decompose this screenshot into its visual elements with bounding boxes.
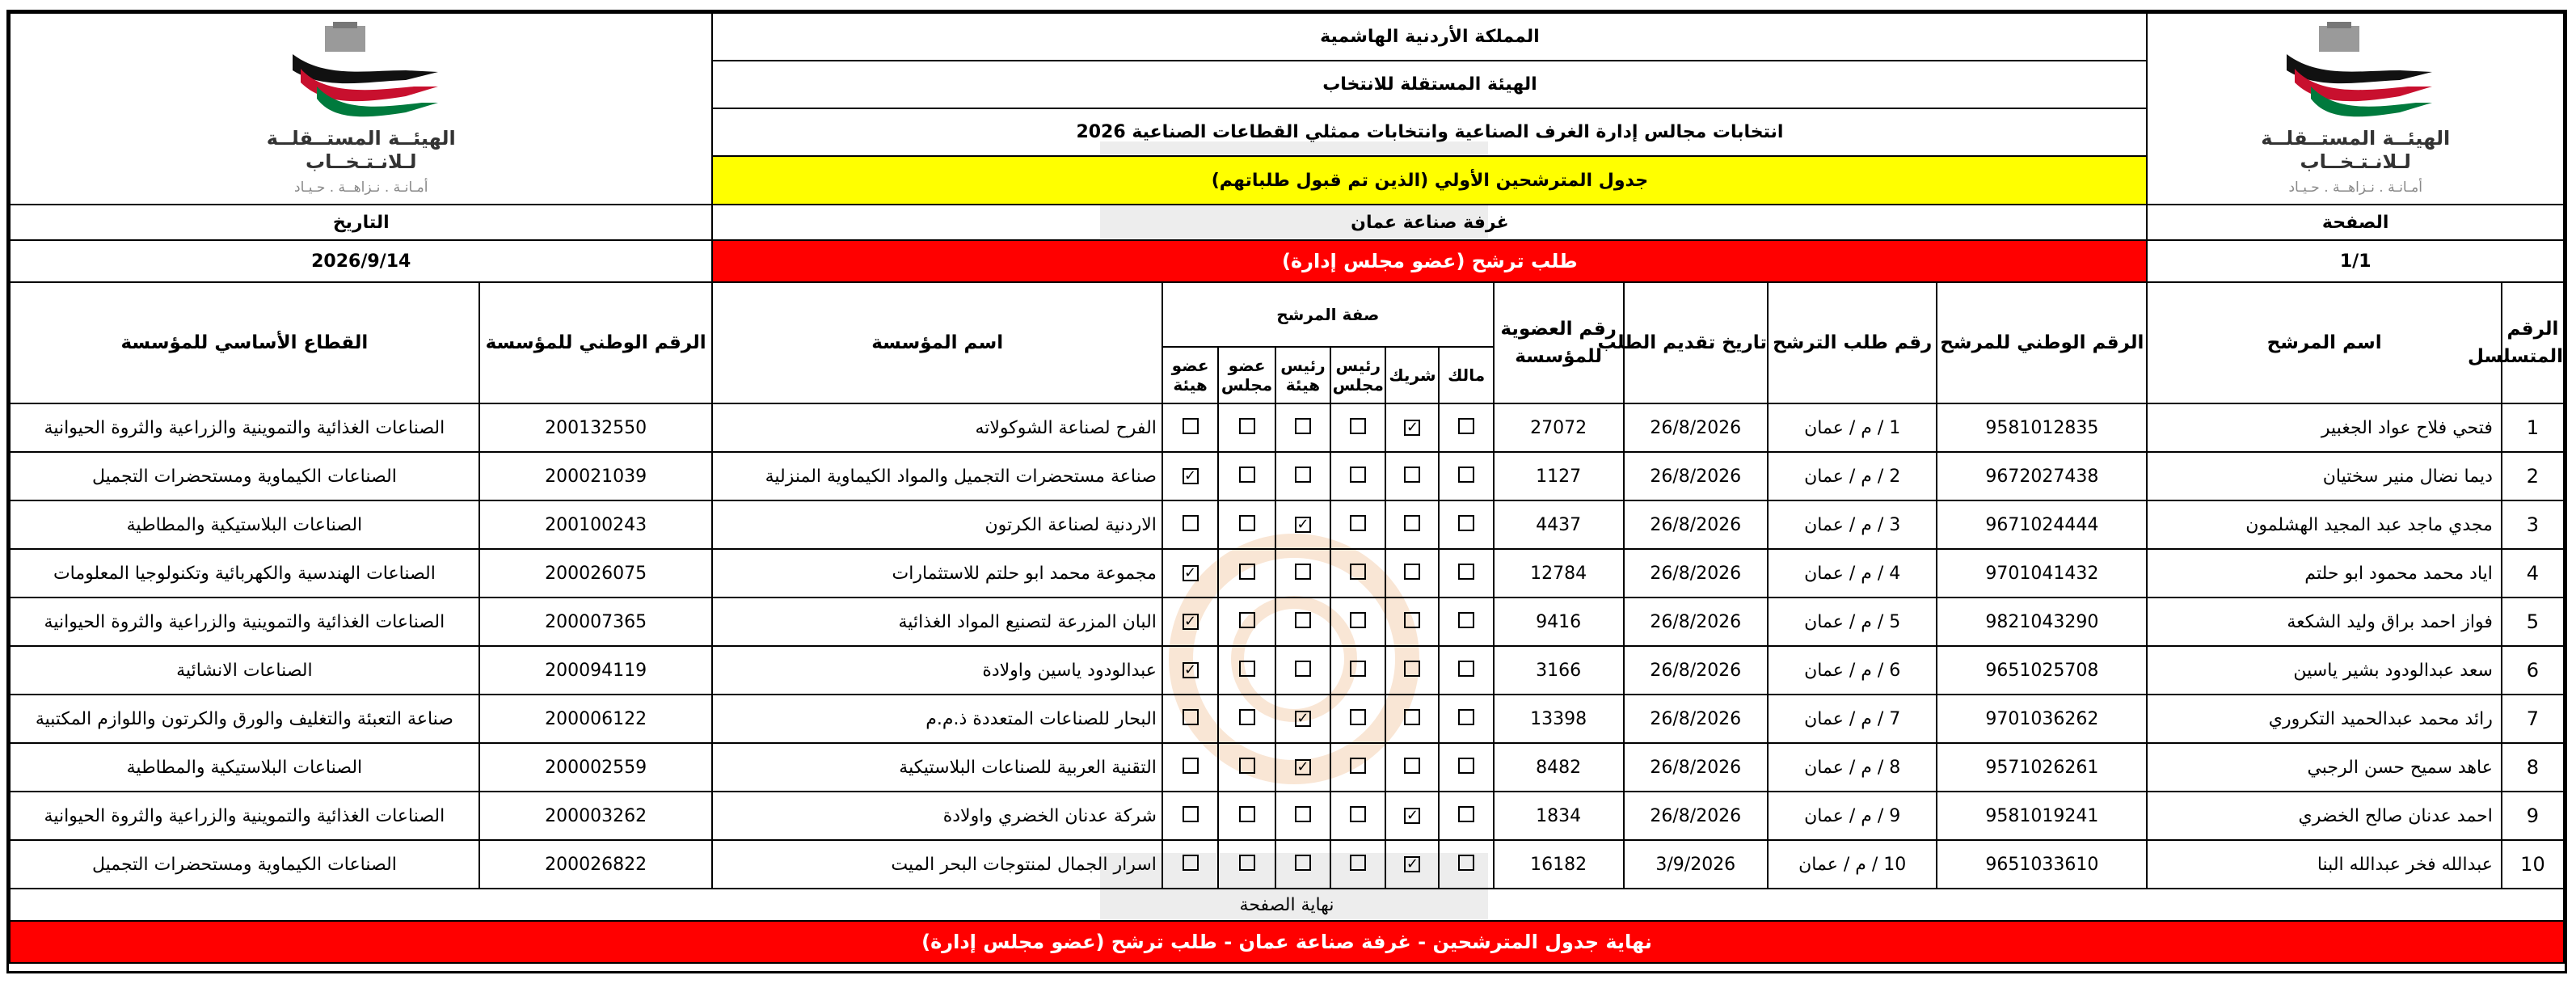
cell-cap-partner xyxy=(1385,695,1439,743)
checkbox-empty-icon xyxy=(1295,612,1311,628)
cell-app-no: 10 / م / عمان xyxy=(1768,840,1937,889)
cell-name: فتحي فلاح عواد الجغبير xyxy=(2147,403,2502,452)
checkbox-empty-icon xyxy=(1295,418,1311,434)
cell-company-id: 200132550 xyxy=(479,403,713,452)
cell-cap-partner xyxy=(1385,792,1439,840)
cell-sector: صناعة التعبئة والتغليف والورق والكرتون واللوازم المكتبية xyxy=(10,695,479,743)
cell-sector: الصناعات الهندسية والكهربائية وتكنولوجيا المعلومات xyxy=(10,549,479,598)
cell-cap-board-member xyxy=(1218,792,1275,840)
cell-app-no: 4 / م / عمان xyxy=(1768,549,1937,598)
cell-company: اسرار الجمال لمنتوجات البحر الميت xyxy=(712,840,1162,889)
cell-national-id: 9701036262 xyxy=(1937,695,2147,743)
cell-cap-chair-board xyxy=(1330,452,1385,500)
date-value: 2026/9/14 xyxy=(10,240,712,282)
table-row xyxy=(10,840,2564,889)
cell-cap-chair-authority xyxy=(1275,743,1330,792)
table-row xyxy=(10,695,2564,743)
cell-app-no: 7 / م / عمان xyxy=(1768,695,1937,743)
cell-cap-board-member xyxy=(1218,695,1275,743)
cell-national-id: 9821043290 xyxy=(1937,598,2147,646)
cell-date: 3/9/2026 xyxy=(1624,840,1768,889)
cell-cap-owner xyxy=(1439,598,1493,646)
checkbox-empty-icon xyxy=(1458,709,1474,725)
cell-app-no: 6 / م / عمان xyxy=(1768,646,1937,695)
title-kingdom: المملكة الأردنية الهاشمية xyxy=(712,13,2147,61)
cell-cap-board-member xyxy=(1218,743,1275,792)
date-label: التاريخ xyxy=(10,205,712,240)
title-elections: انتخابات مجالس إدارة الغرف الصناعية وانتخابات ممثلي القطاعات الصناعية 2026 xyxy=(712,108,2147,156)
cell-cap-chair-authority xyxy=(1275,403,1330,452)
cell-cap-authority-member xyxy=(1162,452,1218,500)
page-end: نهاية الصفحة xyxy=(10,889,2564,921)
cell-name: مجدي ماجد عبد المجيد الهشلمون xyxy=(2147,500,2502,549)
cell-company-id: 200006122 xyxy=(479,695,713,743)
cell-company: الفرح لصناعة الشوكولاته xyxy=(712,403,1162,452)
checkbox-empty-icon xyxy=(1350,758,1366,774)
cell-cap-partner xyxy=(1385,500,1439,549)
checkbox-empty-icon xyxy=(1183,806,1199,822)
checkbox-empty-icon xyxy=(1239,467,1255,483)
col-cap-partner: شريك xyxy=(1385,347,1439,403)
cell-serial: 1 xyxy=(2502,403,2564,452)
cell-name: ديما نضال منير سختيان xyxy=(2147,452,2502,500)
col-company-id: الرقم الوطني للمؤسسة xyxy=(479,282,713,403)
cell-membership: 1834 xyxy=(1494,792,1624,840)
chamber-name: غرفة صناعة عمان xyxy=(712,205,2147,240)
checkbox-empty-icon xyxy=(1239,612,1255,628)
cell-membership: 12784 xyxy=(1494,549,1624,598)
cell-sector: الصناعات الكيماوية ومستحضرات التجميل xyxy=(10,840,479,889)
cell-cap-chair-authority xyxy=(1275,646,1330,695)
cell-membership: 4437 xyxy=(1494,500,1624,549)
checkbox-empty-icon xyxy=(1239,661,1255,677)
cell-cap-board-member xyxy=(1218,500,1275,549)
cell-cap-chair-authority xyxy=(1275,695,1330,743)
page-value: 1/1 xyxy=(2147,240,2564,282)
checkbox-empty-icon xyxy=(1239,515,1255,531)
checkbox-empty-icon xyxy=(1183,758,1199,774)
cell-company: عبدالودود ياسين واولادة xyxy=(712,646,1162,695)
checkbox-empty-icon xyxy=(1239,418,1255,434)
checkbox-empty-icon xyxy=(1239,855,1255,871)
checkbox-empty-icon xyxy=(1350,418,1366,434)
cell-date: 26/8/2026 xyxy=(1624,452,1768,500)
checkbox-empty-icon xyxy=(1404,612,1420,628)
cell-date: 26/8/2026 xyxy=(1624,792,1768,840)
title-candidates-list: جدول المترشحين الأولي (الذين تم قبول طلباتهم) xyxy=(712,156,2147,205)
election-commission-logo-icon xyxy=(2270,22,2440,127)
checkbox-empty-icon xyxy=(1458,806,1474,822)
cell-sector: الصناعات الغذائية والتموينية والزراعية والثروة الحيوانية xyxy=(10,598,479,646)
cell-cap-chair-authority xyxy=(1275,452,1330,500)
checkbox-empty-icon xyxy=(1295,661,1311,677)
cell-company: الاردنية لصناعة الكرتون xyxy=(712,500,1162,549)
checkbox-checked-icon: ✓ xyxy=(1404,856,1420,872)
cell-national-id: 9581012835 xyxy=(1937,403,2147,452)
table-end-banner: نهاية جدول المترشحين - غرفة صناعة عمان - طلب ترشح (عضو مجلس إدارة) xyxy=(10,921,2564,963)
cell-cap-authority-member xyxy=(1162,646,1218,695)
cell-cap-board-member xyxy=(1218,549,1275,598)
table-row xyxy=(10,743,2564,792)
table-row xyxy=(10,549,2564,598)
col-cap-board-member: عضو مجلس xyxy=(1218,347,1275,403)
cell-name: رائد محمد عبدالحميد التكروري xyxy=(2147,695,2502,743)
checkbox-empty-icon xyxy=(1295,564,1311,580)
checkbox-checked-icon: ✓ xyxy=(1404,808,1420,824)
cell-cap-owner xyxy=(1439,452,1493,500)
checkbox-empty-icon xyxy=(1183,418,1199,434)
checkbox-empty-icon xyxy=(1183,855,1199,871)
checkbox-checked-icon: ✓ xyxy=(1183,468,1199,484)
checkbox-checked-icon: ✓ xyxy=(1295,517,1311,533)
cell-cap-chair-board xyxy=(1330,695,1385,743)
cell-app-no: 3 / م / عمان xyxy=(1768,500,1937,549)
cell-name: فواز احمد براق وليد الشكعة xyxy=(2147,598,2502,646)
cell-name: اياد محمد محمود ابو حلتم xyxy=(2147,549,2502,598)
cell-cap-board-member xyxy=(1218,452,1275,500)
logo-right xyxy=(2147,13,2564,205)
logo-title-line1: الهيئــة المستــقلــة xyxy=(266,126,456,150)
logo-title-line1: الهيئــة المستــقلــة xyxy=(2261,126,2451,150)
cell-serial: 4 xyxy=(2502,549,2564,598)
cell-membership: 13398 xyxy=(1494,695,1624,743)
cell-cap-chair-board xyxy=(1330,840,1385,889)
cell-cap-partner xyxy=(1385,549,1439,598)
cell-cap-authority-member xyxy=(1162,840,1218,889)
checkbox-empty-icon xyxy=(1350,806,1366,822)
cell-name: احمد عدنان صالح الخضري xyxy=(2147,792,2502,840)
checkbox-empty-icon xyxy=(1404,564,1420,580)
cell-cap-authority-member xyxy=(1162,743,1218,792)
checkbox-empty-icon xyxy=(1404,661,1420,677)
cell-national-id: 9672027438 xyxy=(1937,452,2147,500)
checkbox-checked-icon: ✓ xyxy=(1183,662,1199,678)
checkbox-empty-icon xyxy=(1350,515,1366,531)
cell-cap-partner xyxy=(1385,840,1439,889)
cell-cap-partner xyxy=(1385,646,1439,695)
col-capacity: صفة المرشح xyxy=(1162,282,1494,347)
cell-cap-chair-authority xyxy=(1275,598,1330,646)
cell-serial: 9 xyxy=(2502,792,2564,840)
cell-sector: الصناعات الغذائية والتموينية والزراعية والثروة الحيوانية xyxy=(10,403,479,452)
cell-company-id: 200026075 xyxy=(479,549,713,598)
document-sheet xyxy=(6,10,2567,973)
checkbox-empty-icon xyxy=(1239,758,1255,774)
checkbox-empty-icon xyxy=(1350,612,1366,628)
cell-serial: 6 xyxy=(2502,646,2564,695)
cell-membership: 8482 xyxy=(1494,743,1624,792)
cell-cap-board-member xyxy=(1218,646,1275,695)
cell-national-id: 9571026261 xyxy=(1937,743,2147,792)
cell-cap-authority-member xyxy=(1162,403,1218,452)
cell-cap-authority-member xyxy=(1162,695,1218,743)
cell-app-no: 8 / م / عمان xyxy=(1768,743,1937,792)
table-body xyxy=(10,403,2564,889)
candidates-table xyxy=(9,12,2565,964)
cell-company-id: 200094119 xyxy=(479,646,713,695)
cell-name: عاهد سميح حسن الرجبي xyxy=(2147,743,2502,792)
table-row xyxy=(10,792,2564,840)
cell-cap-authority-member xyxy=(1162,598,1218,646)
checkbox-checked-icon: ✓ xyxy=(1404,420,1420,436)
title-commission: الهيئة المستقلة للانتخاب xyxy=(712,61,2147,108)
cell-company: البحار للصناعات المتعددة ذ.م.م xyxy=(712,695,1162,743)
cell-company: البان المزرعة لتصنيع المواد الغذائية xyxy=(712,598,1162,646)
cell-date: 26/8/2026 xyxy=(1624,500,1768,549)
cell-app-no: 9 / م / عمان xyxy=(1768,792,1937,840)
cell-membership: 3166 xyxy=(1494,646,1624,695)
cell-date: 26/8/2026 xyxy=(1624,598,1768,646)
cell-cap-owner xyxy=(1439,695,1493,743)
checkbox-empty-icon xyxy=(1404,709,1420,725)
checkbox-empty-icon xyxy=(1295,806,1311,822)
cell-company-id: 200100243 xyxy=(479,500,713,549)
cell-cap-chair-board xyxy=(1330,403,1385,452)
col-serial: الرقم المتسلسل xyxy=(2502,282,2564,403)
cell-company: شركة عدنان الخضري واولادة xyxy=(712,792,1162,840)
cell-membership: 16182 xyxy=(1494,840,1624,889)
cell-company-id: 200007365 xyxy=(479,598,713,646)
cell-company-id: 200002559 xyxy=(479,743,713,792)
cell-cap-owner xyxy=(1439,743,1493,792)
page-label: الصفحة xyxy=(2147,205,2564,240)
col-membership: رقم العضوية للمؤسسة xyxy=(1494,282,1624,403)
cell-cap-authority-member xyxy=(1162,792,1218,840)
cell-cap-partner xyxy=(1385,743,1439,792)
logo-left xyxy=(10,13,712,205)
cell-date: 26/8/2026 xyxy=(1624,743,1768,792)
logo-motto: أمـانـة . نـزاهــة . حـيـاد xyxy=(294,179,428,196)
col-cap-owner: مالك xyxy=(1439,347,1493,403)
cell-cap-owner xyxy=(1439,792,1493,840)
cell-cap-chair-authority xyxy=(1275,792,1330,840)
checkbox-empty-icon xyxy=(1295,855,1311,871)
application-type-banner: طلب ترشح (عضو مجلس إدارة) xyxy=(712,240,2147,282)
cell-company-id: 200026822 xyxy=(479,840,713,889)
checkbox-empty-icon xyxy=(1239,709,1255,725)
table-row xyxy=(10,403,2564,452)
cell-serial: 3 xyxy=(2502,500,2564,549)
col-cap-chair-board: رئيس مجلس xyxy=(1330,347,1385,403)
col-name: اسم المرشح xyxy=(2147,282,2502,403)
cell-cap-authority-member xyxy=(1162,500,1218,549)
checkbox-empty-icon xyxy=(1350,709,1366,725)
table-row xyxy=(10,598,2564,646)
cell-serial: 10 xyxy=(2502,840,2564,889)
cell-membership: 9416 xyxy=(1494,598,1624,646)
checkbox-checked-icon: ✓ xyxy=(1183,565,1199,581)
cell-cap-board-member xyxy=(1218,840,1275,889)
table-row xyxy=(10,452,2564,500)
col-cap-authority-member: عضو هيئة xyxy=(1162,347,1218,403)
col-app-no: رقم طلب الترشح xyxy=(1768,282,1937,403)
col-cap-chair-authority: رئيس هيئة xyxy=(1275,347,1330,403)
cell-cap-chair-board xyxy=(1330,549,1385,598)
cell-national-id: 9651025708 xyxy=(1937,646,2147,695)
checkbox-empty-icon xyxy=(1183,709,1199,725)
cell-cap-owner xyxy=(1439,840,1493,889)
logo-title-line2: لـلانـتـخــاب xyxy=(305,150,417,173)
checkbox-empty-icon xyxy=(1350,661,1366,677)
cell-serial: 2 xyxy=(2502,452,2564,500)
table-row xyxy=(10,500,2564,549)
checkbox-empty-icon xyxy=(1404,515,1420,531)
cell-serial: 5 xyxy=(2502,598,2564,646)
cell-sector: الصناعات البلاستيكية والمطاطية xyxy=(10,743,479,792)
col-date: تاريخ تقديم الطلب xyxy=(1624,282,1768,403)
cell-sector: الصناعات البلاستيكية والمطاطية xyxy=(10,500,479,549)
cell-cap-chair-authority xyxy=(1275,500,1330,549)
cell-cap-owner xyxy=(1439,549,1493,598)
cell-national-id: 9671024444 xyxy=(1937,500,2147,549)
cell-app-no: 5 / م / عمان xyxy=(1768,598,1937,646)
checkbox-empty-icon xyxy=(1239,806,1255,822)
checkbox-empty-icon xyxy=(1404,758,1420,774)
col-sector: القطاع الأساسي للمؤسسة xyxy=(10,282,479,403)
cell-sector: الصناعات الكيماوية ومستحضرات التجميل xyxy=(10,452,479,500)
cell-cap-owner xyxy=(1439,403,1493,452)
cell-serial: 7 xyxy=(2502,695,2564,743)
cell-company-id: 200003262 xyxy=(479,792,713,840)
cell-app-no: 2 / م / عمان xyxy=(1768,452,1937,500)
cell-cap-chair-board xyxy=(1330,598,1385,646)
checkbox-empty-icon xyxy=(1183,515,1199,531)
cell-name: سعد عبدالودود بشير ياسين xyxy=(2147,646,2502,695)
checkbox-empty-icon xyxy=(1458,564,1474,580)
checkbox-empty-icon xyxy=(1350,564,1366,580)
checkbox-empty-icon xyxy=(1239,564,1255,580)
checkbox-empty-icon xyxy=(1458,758,1474,774)
cell-serial: 8 xyxy=(2502,743,2564,792)
cell-cap-owner xyxy=(1439,646,1493,695)
checkbox-empty-icon xyxy=(1458,515,1474,531)
checkbox-empty-icon xyxy=(1404,467,1420,483)
cell-cap-chair-authority xyxy=(1275,840,1330,889)
cell-cap-board-member xyxy=(1218,598,1275,646)
cell-cap-chair-authority xyxy=(1275,549,1330,598)
checkbox-empty-icon xyxy=(1458,418,1474,434)
cell-company-id: 200021039 xyxy=(479,452,713,500)
table-row xyxy=(10,646,2564,695)
cell-sector: الصناعات الغذائية والتموينية والزراعية والثروة الحيوانية xyxy=(10,792,479,840)
cell-date: 26/8/2026 xyxy=(1624,403,1768,452)
col-national-id: الرقم الوطني للمرشح xyxy=(1937,282,2147,403)
cell-national-id: 9651033610 xyxy=(1937,840,2147,889)
cell-company: صناعة مستحضرات التجميل والمواد الكيماوية المنزلية xyxy=(712,452,1162,500)
col-company: اسم المؤسسة xyxy=(712,282,1162,403)
cell-name: عبدالله فخر عبدالله البنا xyxy=(2147,840,2502,889)
cell-cap-partner xyxy=(1385,598,1439,646)
cell-app-no: 1 / م / عمان xyxy=(1768,403,1937,452)
cell-sector: الصناعات الانشائية xyxy=(10,646,479,695)
checkbox-empty-icon xyxy=(1458,855,1474,871)
cell-date: 26/8/2026 xyxy=(1624,549,1768,598)
cell-national-id: 9581019241 xyxy=(1937,792,2147,840)
checkbox-checked-icon: ✓ xyxy=(1295,759,1311,775)
checkbox-empty-icon xyxy=(1295,467,1311,483)
logo-title-line2: لـلانـتـخــاب xyxy=(2300,150,2411,173)
checkbox-checked-icon: ✓ xyxy=(1295,711,1311,727)
cell-cap-partner xyxy=(1385,452,1439,500)
cell-cap-authority-member xyxy=(1162,549,1218,598)
checkbox-empty-icon xyxy=(1350,467,1366,483)
checkbox-empty-icon xyxy=(1350,855,1366,871)
cell-cap-chair-board xyxy=(1330,792,1385,840)
logo-motto: أمـانـة . نـزاهــة . حـيـاد xyxy=(2288,179,2422,196)
cell-cap-board-member xyxy=(1218,403,1275,452)
cell-company: التقنية العربية للصناعات البلاستيكية xyxy=(712,743,1162,792)
cell-date: 26/8/2026 xyxy=(1624,695,1768,743)
cell-date: 26/8/2026 xyxy=(1624,646,1768,695)
checkbox-empty-icon xyxy=(1458,467,1474,483)
cell-cap-chair-board xyxy=(1330,500,1385,549)
cell-cap-partner xyxy=(1385,403,1439,452)
cell-cap-chair-board xyxy=(1330,646,1385,695)
election-commission-logo-icon xyxy=(276,22,446,127)
cell-membership: 1127 xyxy=(1494,452,1624,500)
checkbox-empty-icon xyxy=(1458,612,1474,628)
cell-national-id: 9701041432 xyxy=(1937,549,2147,598)
checkbox-checked-icon: ✓ xyxy=(1183,614,1199,630)
cell-cap-chair-board xyxy=(1330,743,1385,792)
cell-membership: 27072 xyxy=(1494,403,1624,452)
cell-company: مجموعة محمد ابو حلتم للاستثمارات xyxy=(712,549,1162,598)
checkbox-empty-icon xyxy=(1458,661,1474,677)
cell-cap-owner xyxy=(1439,500,1493,549)
